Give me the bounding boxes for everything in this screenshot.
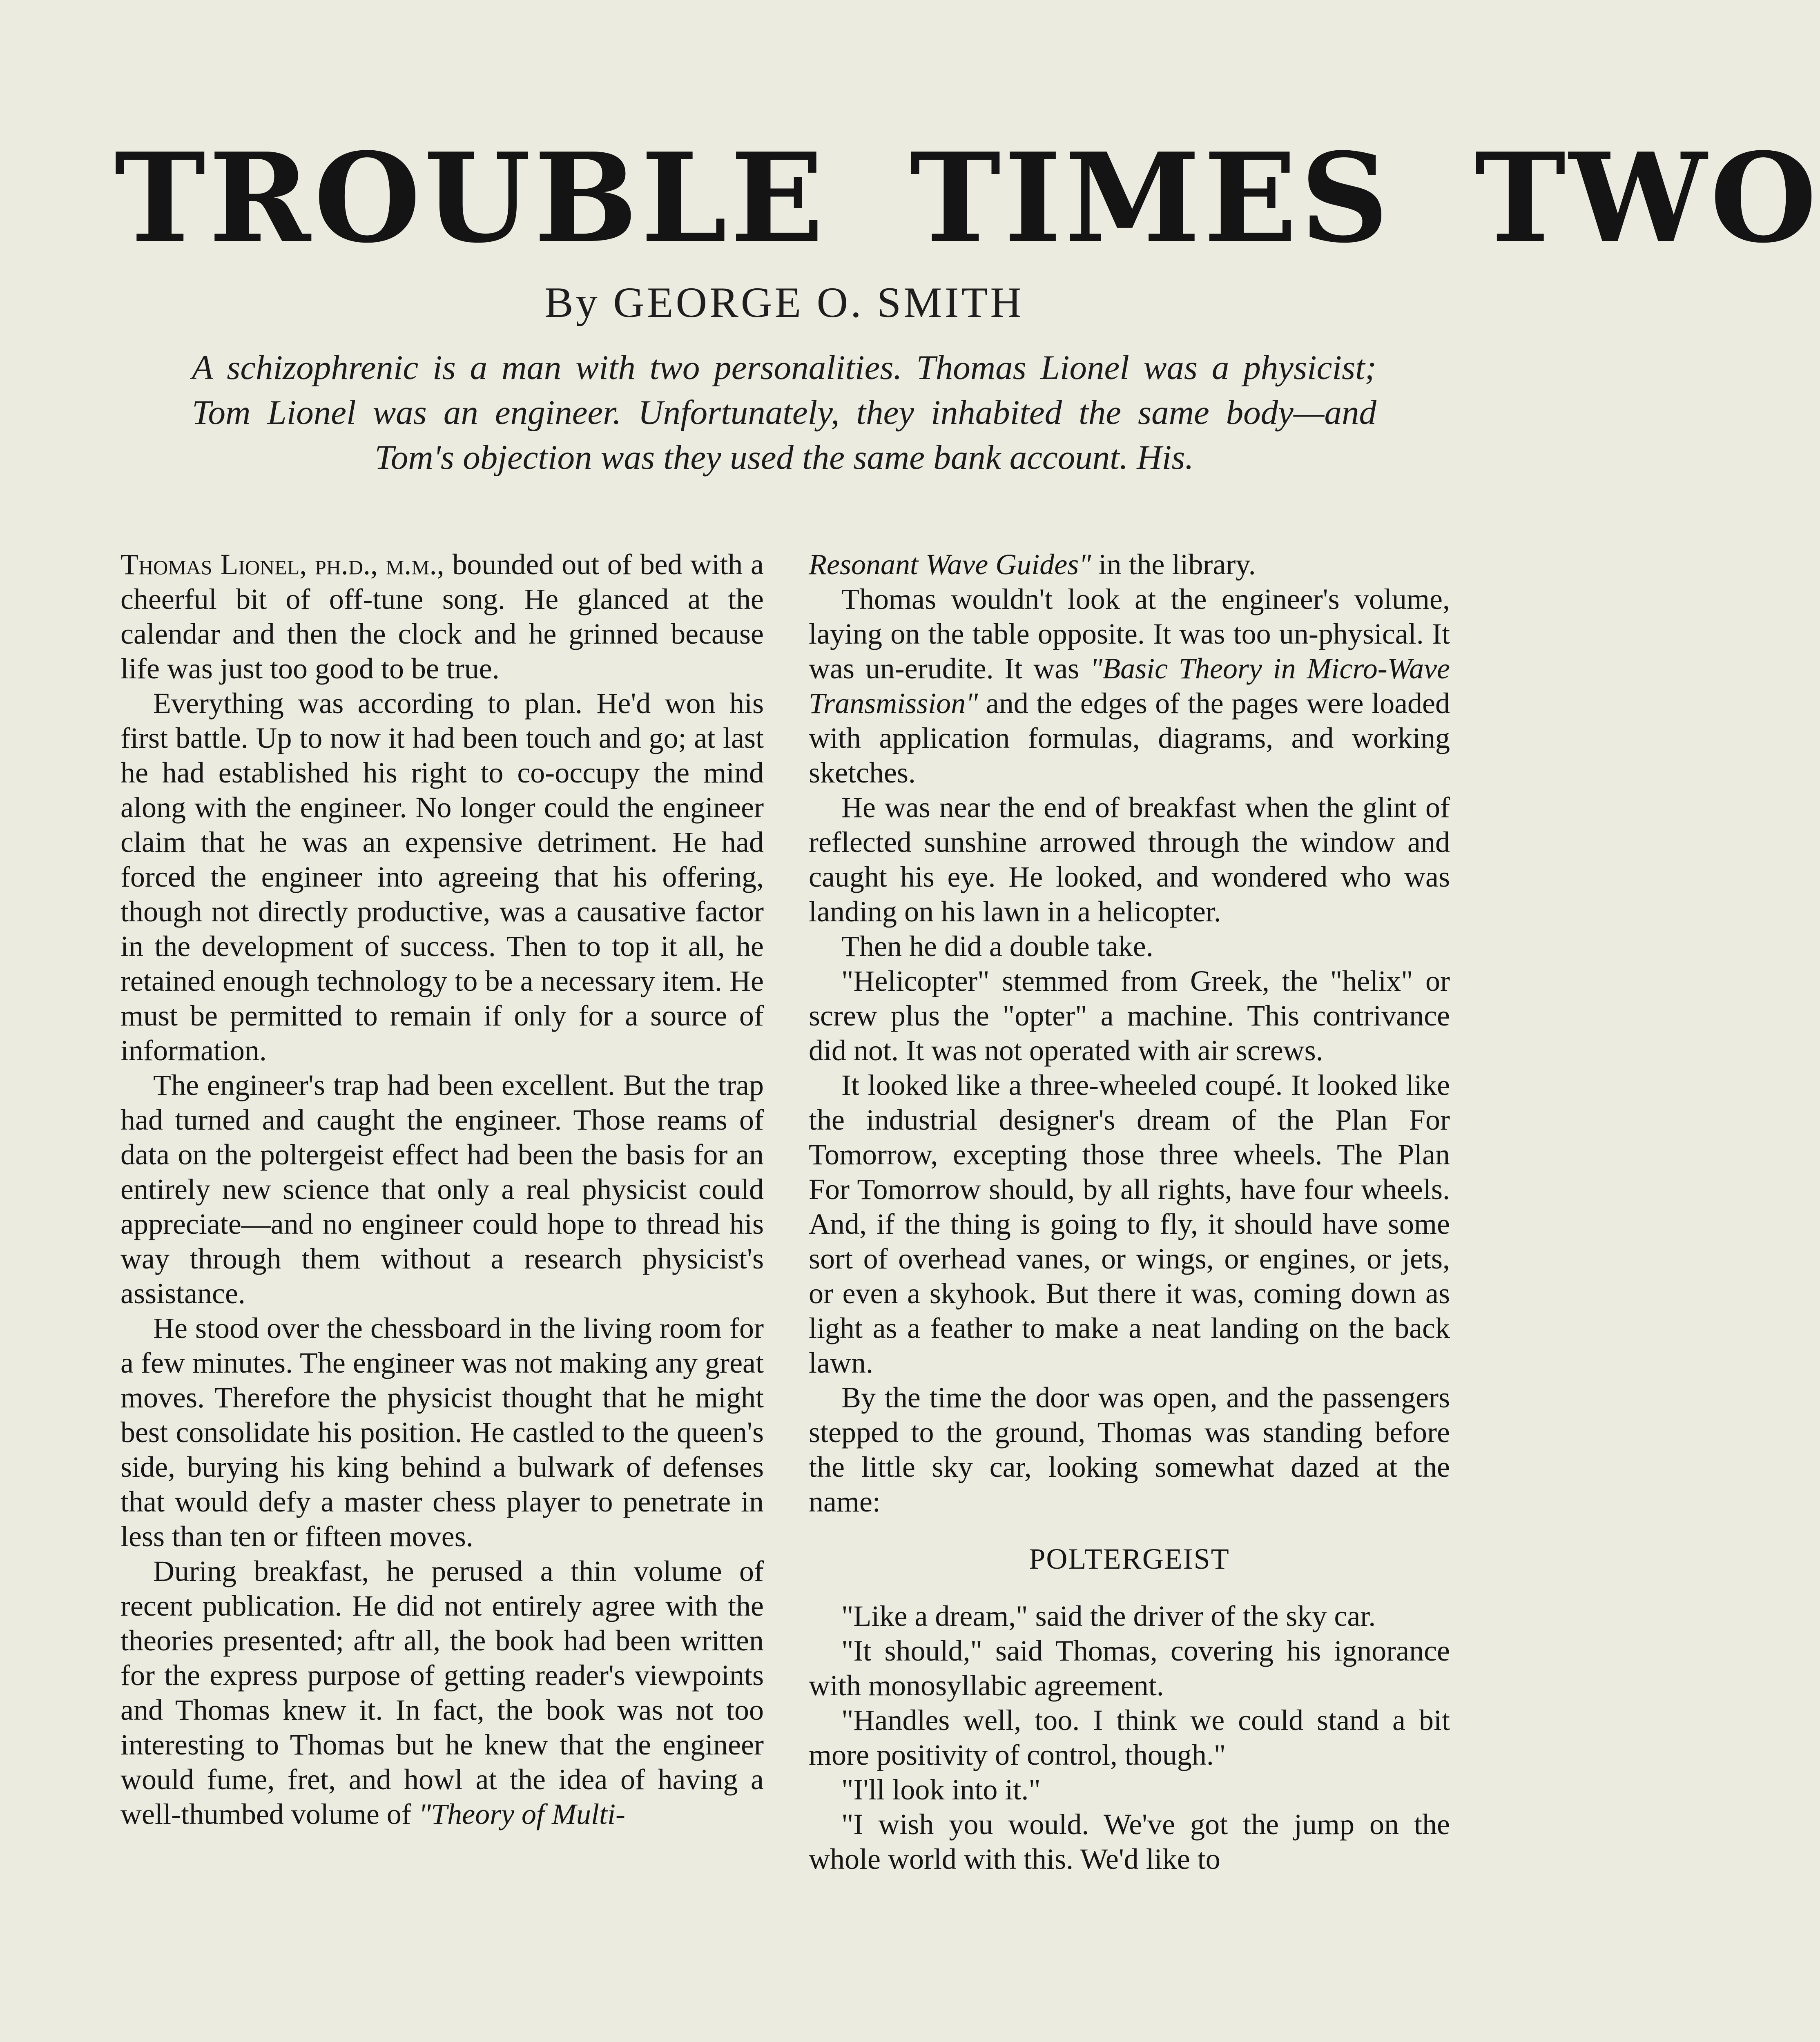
paragraph: The engineer's trap had been excellent. But the trap had turned and caught the engineer. Those reams of data on the poltergeist effect had been the basis for an entirely new science that only a real physicist could appreciate—and no engineer could hope to thread his way through them without a research physicist's assistance.: [120, 1069, 764, 1310]
paragraph: [809, 582, 1450, 790]
paragraph-text: in the library.: [1091, 548, 1256, 581]
paragraph: "Helicopter" stemmed from Greek, the "helix" or screw plus the "opter" a machine. This contrivance did not. It was not operated with air screws.: [809, 965, 1450, 1067]
story-title: TROUBLE TIMES TWO: [114, 126, 1820, 270]
book-title: "Basic Theory in Micro-Wave Transmission": [809, 652, 1450, 720]
paragraph: Everything was according to plan. He'd won his first battle. Up to now it had been touch and go; at last he had established his right to co-occupy the mind along with the engineer. No longer could the engineer claim that he was an expensive detriment. He had forced the engineer into agreeing that his offering, though not directly productive, was a causative factor in the development of success. Then to top it all, he retained enough technology to be a necessary item. He must be permitted to remain if only for a source of information.: [120, 687, 764, 1067]
right-text-column: [809, 547, 1450, 1877]
book-title: Resonant Wave Guides": [809, 548, 1091, 581]
paragraph: [809, 547, 1450, 582]
paragraph: "It should," said Thomas, covering his ignorance with monosyllabic agreement.: [809, 1634, 1450, 1702]
paragraph: "I'll look into it.": [841, 1773, 1041, 1806]
paragraph: Then he did a double take.: [841, 930, 1153, 963]
paragraph: He was near the end of breakfast when the glint of reflected sunshine arrowed through the window and caught his eye. He looked, and wondered who was landing on his lawn in a helicopter.: [809, 791, 1450, 928]
paragraph: He stood over the chessboard in the living room for a few minutes. The engineer was not making any great moves. Therefore the physicist thought that he might best consolidate his position. He castled to the queen's side, burying his king behind a bulwark of defenses that would defy a master chess player to penetrate in less than ten or fifteen moves.: [120, 1312, 764, 1553]
paragraph: [120, 1554, 764, 1832]
left-text-column: [120, 547, 764, 1832]
paragraph-text: During breakfast, he perused a thin volume of recent publication. He did not entirely agree with the theories presented; aftr all, the book had been written for the express purpose of getting reader's viewpoints and Thomas knew it. In fact, the book was not too interesting to Thomas but he knew that the engineer would fume, fret, and howl at the idea of having a well-thumbed volume of: [120, 1555, 764, 1830]
paragraph: "Handles well, too. I think we could stand a bit more positivity of control, though.": [809, 1704, 1450, 1771]
paragraph: It looked like a three-wheeled coupé. It looked like the industrial designer's dream of the Plan For Tomorrow, excepting those three wheels. The Plan For Tomorrow should, by all rights, have four wheels. And, if the thing is going to fly, it should have some sort of overhead vanes, or wings, or engines, or jets, or even a skyhook. But there it was, coming down as light as a feather to make a neat landing on the back lawn.: [809, 1069, 1450, 1379]
paragraph: "I wish you would. We've got the jump on the whole world with this. We'd like to: [809, 1808, 1450, 1875]
story-blurb: A schizophrenic is a man with two personalities. Thomas Lionel was a physicist; Tom Lionel was an engineer. Unfortunately, they inhabited the same body—and Tom's objection was they used the same bank account. His.: [192, 348, 1376, 477]
opening-name: Thomas Lionel, ph.d., m.m.,: [120, 548, 444, 581]
paragraph-text: and the edges of the pages were loaded with application formulas, diagrams, and working sketches.: [809, 687, 1450, 789]
paragraph-text: Thomas wouldn't look at the engineer's volume, laying on the table opposite. It was too un-physical. It was un-erudite. It was: [809, 583, 1450, 685]
paragraph: "Like a dream," said the driver of the sky car.: [841, 1600, 1376, 1632]
paragraph: [120, 547, 764, 686]
paragraph-text: bounded out of bed with a cheerful bit of off-tune song. He glanced at the calendar and then the clock and he grinned because life was just too good to be true.: [120, 548, 764, 685]
section-heading: POLTERGEIST: [1029, 1543, 1230, 1575]
book-title: "Theory of Multi-: [418, 1798, 626, 1830]
paragraph: By the time the door was open, and the passengers stepped to the ground, Thomas was standing before the little sky car, looking somewhat dazed at the name:: [809, 1381, 1450, 1518]
author-byline: By GEORGE O. SMITH: [544, 279, 1024, 326]
